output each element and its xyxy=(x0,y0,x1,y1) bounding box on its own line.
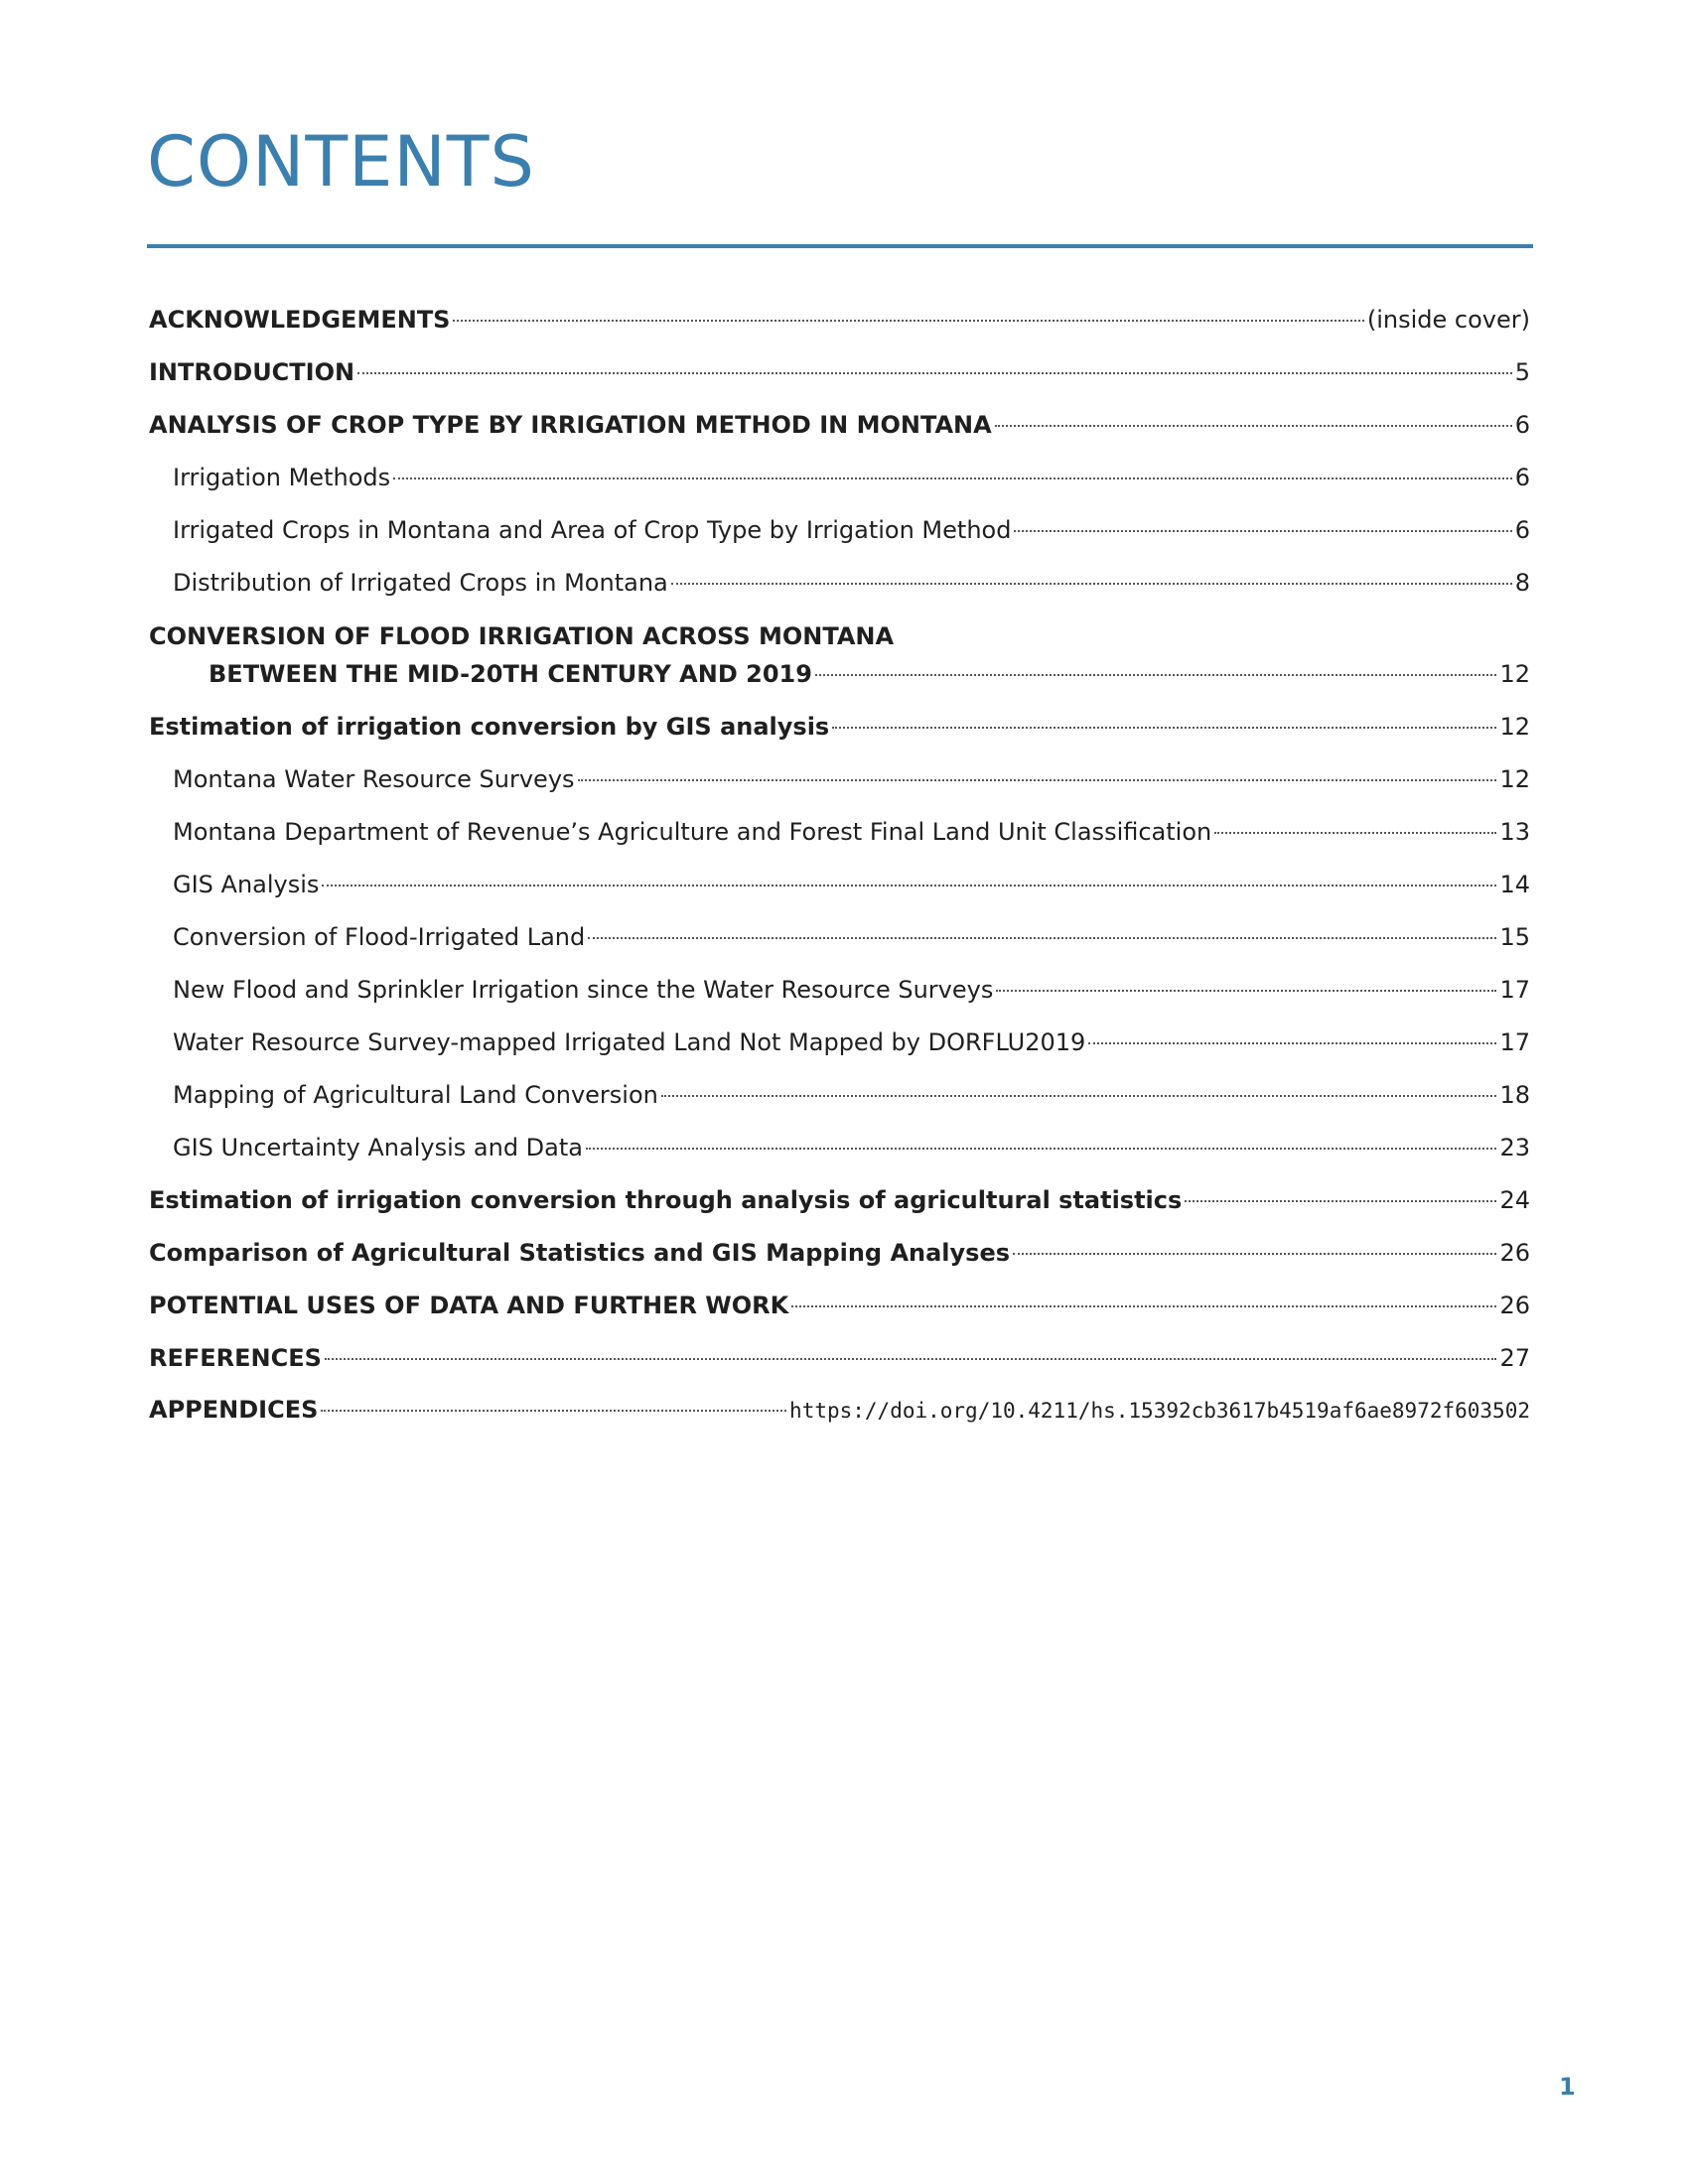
toc-entry-page: 18 xyxy=(1499,1081,1530,1109)
toc-entry-page: 6 xyxy=(1514,411,1530,439)
dot-leader xyxy=(815,674,1497,676)
dot-leader xyxy=(661,1095,1497,1097)
toc-entry-page: 17 xyxy=(1499,976,1530,1004)
toc-entry-gis-uncertainty[interactable] xyxy=(149,1126,1530,1178)
toc-entry-page: 13 xyxy=(1499,818,1530,846)
toc-entry-irrigation-methods[interactable] xyxy=(149,456,1530,508)
dot-leader xyxy=(995,425,1512,427)
toc-entry-references[interactable] xyxy=(149,1336,1530,1389)
toc-entry-irrigated-crops[interactable] xyxy=(149,508,1530,561)
toc-entry-agricultural-statistics[interactable] xyxy=(149,1178,1530,1231)
dot-leader xyxy=(671,583,1512,585)
toc-entry-page: 17 xyxy=(1499,1028,1530,1056)
toc-entry-text: Distribution of Irrigated Crops in Montana xyxy=(173,569,668,597)
toc-entry-page: 23 xyxy=(1499,1134,1530,1161)
dot-leader xyxy=(393,478,1512,479)
dot-leader xyxy=(791,1305,1496,1307)
toc-entry-not-mapped-dorflu[interactable] xyxy=(149,1021,1530,1073)
toc-entry-new-flood-sprinkler[interactable] xyxy=(149,968,1530,1021)
toc-entry-page: 12 xyxy=(1499,765,1530,793)
dot-leader xyxy=(325,1358,1497,1360)
toc-entry-page: 15 xyxy=(1499,923,1530,951)
title-divider xyxy=(147,244,1533,248)
toc-entry-mapping-land-conversion[interactable] xyxy=(149,1073,1530,1126)
toc-entry-page: 6 xyxy=(1514,464,1530,491)
dot-leader xyxy=(588,937,1496,939)
dot-leader xyxy=(578,779,1497,781)
toc-entry-water-resource-surveys[interactable] xyxy=(149,757,1530,810)
toc-entry-gis-analysis[interactable] xyxy=(149,863,1530,915)
toc-entry-text: POTENTIAL USES OF DATA AND FURTHER WORK xyxy=(149,1292,789,1319)
dot-leader xyxy=(1013,1253,1496,1255)
toc-entry-page: 6 xyxy=(1514,516,1530,544)
toc-entry-text: Montana Department of Revenue’s Agriculture and Forest Final Land Unit Classification xyxy=(173,818,1212,846)
toc-entry-crop-type-analysis[interactable] xyxy=(149,403,1530,456)
dot-leader xyxy=(1185,1200,1496,1202)
toc-entry-text: APPENDICES xyxy=(149,1396,319,1424)
dot-leader xyxy=(1014,530,1511,532)
toc-entry-text: ACKNOWLEDGEMENTS xyxy=(149,306,451,334)
toc-entry-text: Estimation of irrigation conversion by GIS analysis xyxy=(149,713,830,741)
toc-entry-conversion-flood-land[interactable] xyxy=(149,915,1530,968)
toc-entry-page: 12 xyxy=(1499,713,1530,741)
toc-entry-text: Comparison of Agricultural Statistics and GIS Mapping Analyses xyxy=(149,1239,1011,1267)
toc-entry-gis-estimation[interactable] xyxy=(149,705,1530,757)
toc-entry-text: Irrigation Methods xyxy=(173,464,391,491)
toc-entry-text: Montana Water Resource Surveys xyxy=(173,765,575,793)
dot-leader xyxy=(1214,832,1496,834)
table-of-contents xyxy=(149,298,1530,1441)
toc-entry-page: 12 xyxy=(1499,660,1530,688)
toc-entry-page: 24 xyxy=(1499,1186,1530,1214)
dot-leader xyxy=(453,320,1363,322)
toc-entry-text: INTRODUCTION xyxy=(149,358,355,386)
page-number: 1 xyxy=(1559,2073,1576,2101)
toc-entry-appendices[interactable] xyxy=(149,1389,1530,1441)
toc-entry-text: Estimation of irrigation conversion through analysis of agricultural statistics xyxy=(149,1186,1183,1214)
toc-entry-page: 27 xyxy=(1499,1344,1530,1372)
dot-leader xyxy=(321,1410,786,1412)
dot-leader xyxy=(586,1148,1496,1150)
toc-entry-text: Conversion of Flood-Irrigated Land xyxy=(173,923,586,951)
toc-entry-conversion-flood-irrigation[interactable] xyxy=(149,614,1530,705)
page-title: CONTENTS xyxy=(147,121,535,203)
toc-entry-acknowledgements[interactable] xyxy=(149,298,1530,350)
toc-entry-text: ANALYSIS OF CROP TYPE BY IRRIGATION METHOD IN MONTANA xyxy=(149,411,992,439)
dot-leader xyxy=(1088,1042,1496,1044)
toc-entry-text: CONVERSION OF FLOOD IRRIGATION ACROSS MONTANA xyxy=(149,622,895,650)
toc-entry-text: Irrigated Crops in Montana and Area of Crop Type by Irrigation Method xyxy=(173,516,1012,544)
toc-entry-text: New Flood and Sprinkler Irrigation since the Water Resource Surveys xyxy=(173,976,994,1004)
dot-leader xyxy=(832,727,1496,729)
toc-entry-text: Mapping of Agricultural Land Conversion xyxy=(173,1081,658,1109)
toc-entry-text: GIS Analysis xyxy=(173,871,320,898)
toc-entry-potential-uses[interactable] xyxy=(149,1284,1530,1336)
toc-entry-page: 14 xyxy=(1499,871,1530,898)
toc-entry-introduction[interactable] xyxy=(149,350,1530,403)
dot-leader xyxy=(996,990,1496,992)
toc-entry-text: Water Resource Survey-mapped Irrigated Land Not Mapped by DORFLU2019 xyxy=(173,1028,1086,1056)
dot-leader xyxy=(322,885,1496,887)
toc-entry-comparison[interactable] xyxy=(149,1231,1530,1284)
dot-leader xyxy=(357,372,1512,374)
toc-entry-page: 26 xyxy=(1499,1239,1530,1267)
toc-entry-page: 8 xyxy=(1514,569,1530,597)
toc-entry-dor-classification[interactable] xyxy=(149,810,1530,863)
toc-entry-text: GIS Uncertainty Analysis and Data xyxy=(173,1134,583,1161)
toc-entry-text: REFERENCES xyxy=(149,1344,322,1372)
toc-entry-page: 26 xyxy=(1499,1292,1530,1319)
toc-entry-page: 5 xyxy=(1514,358,1530,386)
appendices-link[interactable]: https://doi.org/10.4211/hs.15392cb3617b4519af6ae8972f603502 xyxy=(789,1399,1530,1423)
toc-entry-distribution-irrigated-crops[interactable] xyxy=(149,561,1530,614)
toc-entry-text-continued: BETWEEN THE MID-20TH CENTURY AND 2019 xyxy=(209,660,812,688)
toc-entry-page: (inside cover) xyxy=(1366,306,1530,334)
